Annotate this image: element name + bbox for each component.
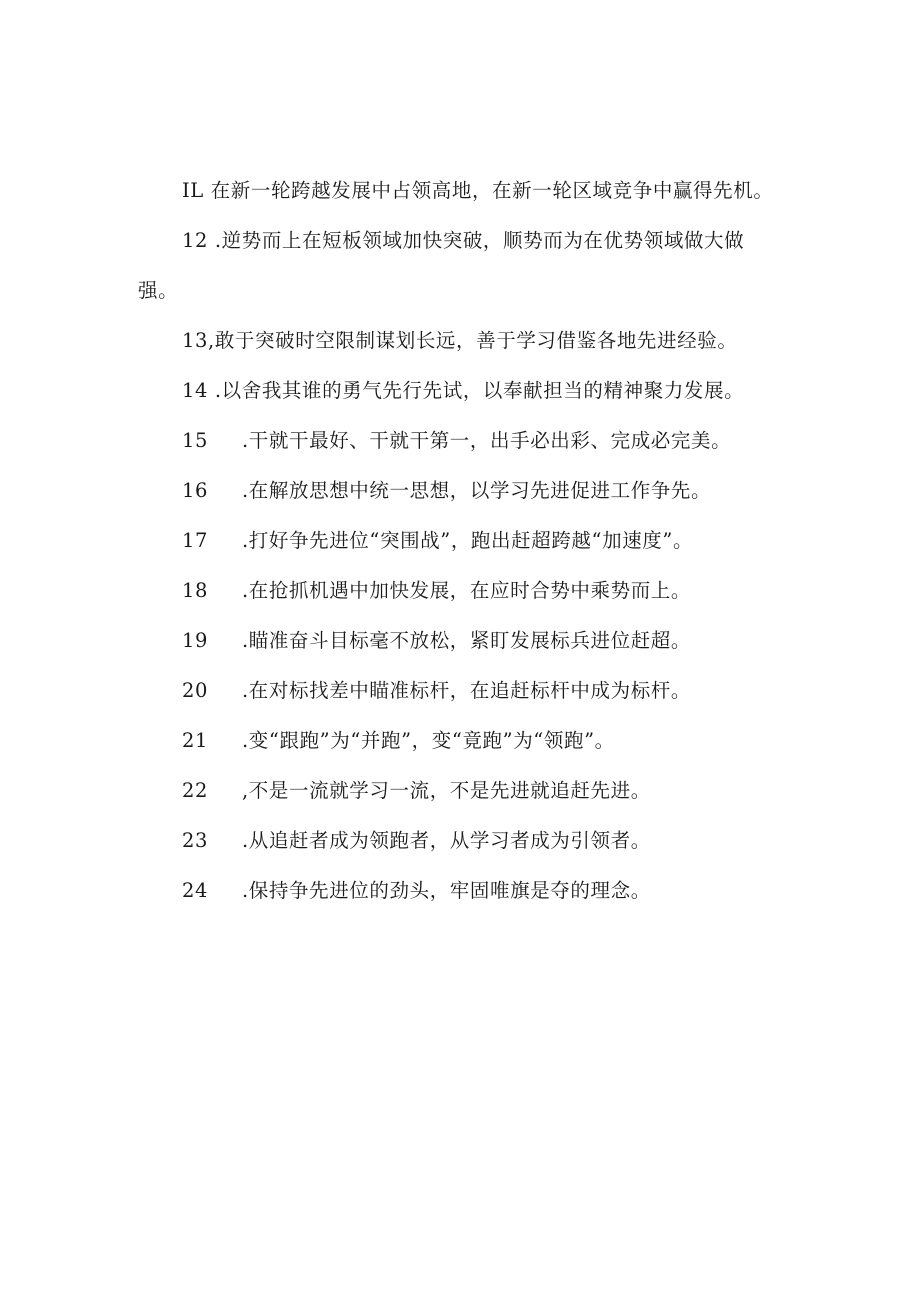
- list-item-14: [138, 366, 818, 416]
- item-text: .在对标找差中瞄准标杆，在追赶标杆中成为标杆。: [242, 679, 691, 702]
- item-number: 23: [182, 829, 209, 852]
- item-text: .从追赶者成为领跑者，从学习者成为引领者。: [242, 829, 651, 852]
- item-text: .干就干最好、干就干第一，出手必出彩、完成必完美。: [242, 429, 732, 452]
- list-item-12: [138, 216, 818, 266]
- list-item-18: [138, 566, 818, 616]
- item-text: .逆势而上在短板领域加快突破，顺势而为在优势领域做大做: [208, 229, 745, 252]
- item-number: 20: [182, 679, 209, 702]
- list-item-21: [138, 716, 818, 766]
- item-text: .保持争先进位的劲头，牢固唯旗是夺的理念。: [242, 879, 651, 902]
- list-item-11: [138, 166, 818, 216]
- item-text: .瞄准奋斗目标毫不放松，紧盯发展标兵进位赶超。: [242, 629, 691, 652]
- item-text: .在抢抓机遇中加快发展，在应时合势中乘势而上。: [242, 579, 691, 602]
- item-number: 18: [182, 579, 209, 602]
- list-item-15: [138, 416, 818, 466]
- list-item-16: [138, 466, 818, 516]
- item-number: IL: [182, 179, 204, 202]
- item-text-continuation: 强。: [138, 279, 179, 302]
- item-number: 19: [182, 629, 209, 652]
- item-text: 敢于突破时空限制谋划长远，善于学习借鉴各地先进经验。: [214, 329, 738, 352]
- list-item-12-continuation: [138, 266, 818, 316]
- item-text: .变“跟跑”为“并跑”，变“竟跑”为“领跑”。: [242, 729, 615, 752]
- list-item-20: [138, 666, 818, 716]
- list-item-23: [138, 816, 818, 866]
- item-number: 17: [182, 529, 209, 552]
- item-number: 16: [182, 479, 209, 502]
- list-item-19: [138, 616, 818, 666]
- slogan-list: [138, 166, 818, 916]
- item-text: .以舍我其谁的勇气先行先试，以奉献担当的精神聚力发展。: [208, 379, 745, 402]
- item-number: 12: [182, 229, 209, 252]
- item-number: 24: [182, 879, 209, 902]
- item-text: ,不是一流就学习一流，不是先进就追赶先进。: [242, 779, 651, 802]
- item-number: 14: [182, 379, 209, 402]
- item-number: 15: [182, 429, 209, 452]
- item-number: 13,: [182, 329, 215, 352]
- item-text: .打好争先进位“突围战”，跑出赶超跨越“加速度”。: [242, 529, 694, 552]
- list-item-24: [138, 866, 818, 916]
- item-number: 21: [182, 729, 209, 752]
- item-text: 在新一轮跨越发展中占领高地，在新一轮区域竞争中赢得先机。: [203, 179, 774, 202]
- item-number: 22: [182, 779, 209, 802]
- item-text: .在解放思想中统一思想，以学习先进促进工作争先。: [242, 479, 712, 502]
- list-item-13: [138, 316, 818, 366]
- list-item-17: [138, 516, 818, 566]
- list-item-22: [138, 766, 818, 816]
